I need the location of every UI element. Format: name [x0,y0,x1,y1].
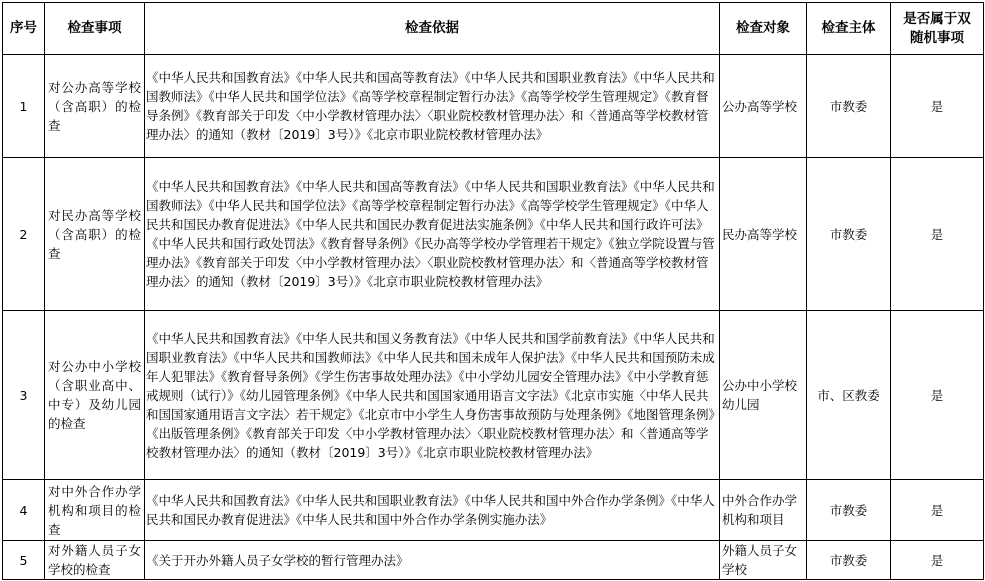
header-random: 是否属于双随机事项 [891,3,984,55]
row-item: 对公办中小学校（含职业高中、中专）及幼儿园的检查 [45,311,145,480]
row-random: 是 [891,480,984,541]
row-subject: 市教委 [807,480,891,541]
row-item: 对外籍人员子女学校的检查 [45,541,145,580]
header-seq: 序号 [3,3,45,55]
row-subject: 市教委 [807,541,891,580]
row-basis: 《中华人民共和国教育法》《中华人民共和国高等教育法》《中华人民共和国职业教育法》《中华人民共和国教师法》《中华人民共和国学位法》《高等学校章程制定暂行办法》《高等学校学生管理规定》《中华人民共和国民办教育促进法》《中华人民共和国民办教育促进法实施条例》《中华人民共和国行政许可法》《中华人民共和国行政处罚法》《教育督导条例》《民办高等学校办学管理若干规定》《独立学院设置与管理办法》《教育部关于印发〈中小学教材管理办法〉〈职业院校教材管理办法〉和〈普通高等学校教材管理办法〉的通知（教材〔2019〕3号）》《北京市职业院校教材管理办法》 [145,158,720,311]
inspection-table [2,2,984,580]
row-seq: 4 [3,480,45,541]
row-seq: 5 [3,541,45,580]
header-basis: 检查依据 [145,3,720,55]
row-seq: 3 [3,311,45,480]
table-row [3,311,984,480]
header-subject: 检查主体 [807,3,891,55]
row-target: 公办中小学校幼儿园 [720,311,807,480]
row-target: 公办高等学校 [720,55,807,158]
table-row [3,541,984,580]
header-target: 检查对象 [720,3,807,55]
row-seq: 2 [3,158,45,311]
row-basis: 《中华人民共和国教育法》《中华人民共和国高等教育法》《中华人民共和国职业教育法》《中华人民共和国教师法》《中华人民共和国学位法》《高等学校章程制定暂行办法》《高等学校学生管理规定》《教育督导条例》《教育部关于印发〈中小学教材管理办法〉〈职业院校教材管理办法〉和〈普通高等学校教材管理办法〉的通知（教材〔2019〕3号）》《北京市职业院校教材管理办法》 [145,55,720,158]
row-random: 是 [891,158,984,311]
row-item: 对中外合作办学机构和项目的检查 [45,480,145,541]
row-item: 对公办高等学校（含高职）的检查 [45,55,145,158]
row-target: 中外合作办学机构和项目 [720,480,807,541]
row-basis: 《关于开办外籍人员子女学校的暂行管理办法》 [145,541,720,580]
row-seq: 1 [3,55,45,158]
row-target: 民办高等学校 [720,158,807,311]
table-row [3,55,984,158]
row-basis: 《中华人民共和国教育法》《中华人民共和国义务教育法》《中华人民共和国学前教育法》《中华人民共和国职业教育法》《中华人民共和国教师法》《中华人民共和国未成年人保护法》《中华人民共和国预防未成年人犯罪法》《教育督导条例》《学生伤害事故处理办法》《中小学幼儿园安全管理办法》《中小学教育惩戒规则（试行）》《幼儿园管理条例》《中华人民共和国国家通用语言文字法》《北京市实施〈中华人民共和国国家通用语言文字法〉若干规定》《北京市中小学生人身伤害事故预防与处理条例》《地图管理条例》《出版管理条例》《教育部关于印发〈中小学教材管理办法〉〈职业院校教材管理办法〉和〈普通高等学校教材管理办法〉的通知（教材〔2019〕3号）》《北京市职业院校教材管理办法》 [145,311,720,480]
row-random: 是 [891,311,984,480]
row-random: 是 [891,55,984,158]
row-random: 是 [891,541,984,580]
header-row [3,3,984,55]
table-row [3,480,984,541]
row-basis: 《中华人民共和国教育法》《中华人民共和国职业教育法》《中华人民共和国中外合作办学条例》《中华人民共和国民办教育促进法》《中华人民共和国中外合作办学条例实施办法》 [145,480,720,541]
row-target: 外籍人员子女学校 [720,541,807,580]
header-item: 检查事项 [45,3,145,55]
table-row [3,158,984,311]
row-item: 对民办高等学校（含高职）的检查 [45,158,145,311]
row-subject: 市教委 [807,158,891,311]
row-subject: 市、区教委 [807,311,891,480]
row-subject: 市教委 [807,55,891,158]
